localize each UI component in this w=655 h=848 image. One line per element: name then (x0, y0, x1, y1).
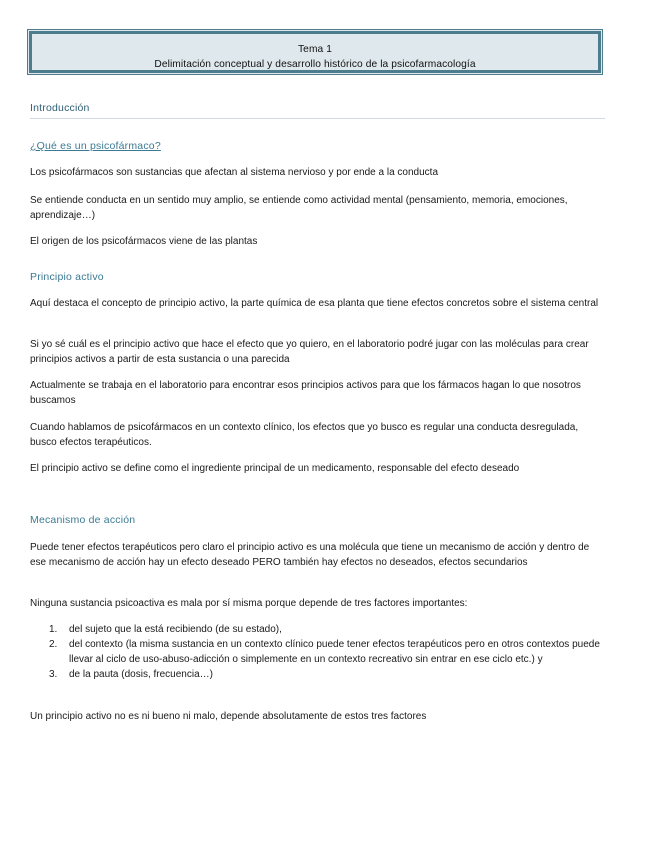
list-item-text: del contexto (la misma sustancia en un contexto clínico puede tener efectos terapéuticos pero en otros contextos puede llevar al ciclo de uso-abuso-adicción o simplemente en un contexto recreativo sin entrar en ese ciclo etc.) y (69, 639, 600, 665)
paragraph: Actualmente se trabaja en el laboratorio para encontrar esos principios activos para que los fármacos hagan lo que nosotros buscamos (30, 380, 581, 406)
heading-que-es-psicofarmaco[interactable]: ¿Qué es un psicofármaco? (30, 140, 161, 152)
heading-mecanismo-accion: Mecanismo de acción (30, 514, 136, 526)
list-item-text: de la pauta (dosis, frecuencia…) (69, 669, 213, 680)
paragraph: Aquí destaca el concepto de principio activo, la parte química de esa planta que tiene efectos concretos sobre el sistema central (30, 298, 599, 309)
paragraph: Cuando hablamos de psicofármacos en un contexto clínico, los efectos que yo busco es regular una conducta desregulada, busco efectos terapéuticos. (30, 422, 579, 448)
list-item (30, 637, 605, 667)
paragraph: Los psicofármacos son sustancias que afectan al sistema nervioso y por ende a la conducta (30, 167, 439, 178)
title-box (29, 31, 601, 73)
list-number: 2. (49, 639, 58, 650)
list-item (30, 622, 605, 637)
paragraph: Si yo sé cuál es el principio activo que hace el efecto que yo quiero, en el laboratorio podré jugar con las moléculas para crear principios activos a partir de esta sustancia o una parecida (30, 339, 589, 365)
list-number: 1. (49, 624, 58, 635)
heading-introduccion: Introducción (30, 102, 605, 119)
paragraph: Puede tener efectos terapéuticos pero claro el principio activo es una molécula que tiene un mecanismo de acción y dentro de ese mecanismo de acción hay un efecto deseado PERO también hay efectos no deseados, efectos secundarios (30, 542, 590, 568)
paragraph: Ninguna sustancia psicoactiva es mala por sí misma porque depende de tres factores importantes: (30, 598, 468, 609)
heading-principio-activo: Principio activo (30, 271, 104, 283)
paragraph: El origen de los psicofármacos viene de las plantas (30, 236, 258, 247)
topic-number: Tema 1 (297, 44, 332, 55)
list-item-text: del sujeto que la está recibiendo (de su estado), (69, 624, 282, 635)
factors-list (30, 622, 605, 682)
paragraph: Se entiende conducta en un sentido muy amplio, se entiende como actividad mental (pensamiento, memoria, emociones, aprendizaje…) (30, 195, 568, 221)
topic-title: Delimitación conceptual y desarrollo histórico de la psicofarmacología (154, 59, 476, 70)
list-item (30, 667, 605, 682)
list-number: 3. (49, 669, 58, 680)
paragraph: El principio activo se define como el ingrediente principal de un medicamento, responsable del efecto deseado (30, 463, 520, 474)
paragraph: Un principio activo no es ni bueno ni malo, depende absolutamente de estos tres factores (30, 711, 427, 722)
